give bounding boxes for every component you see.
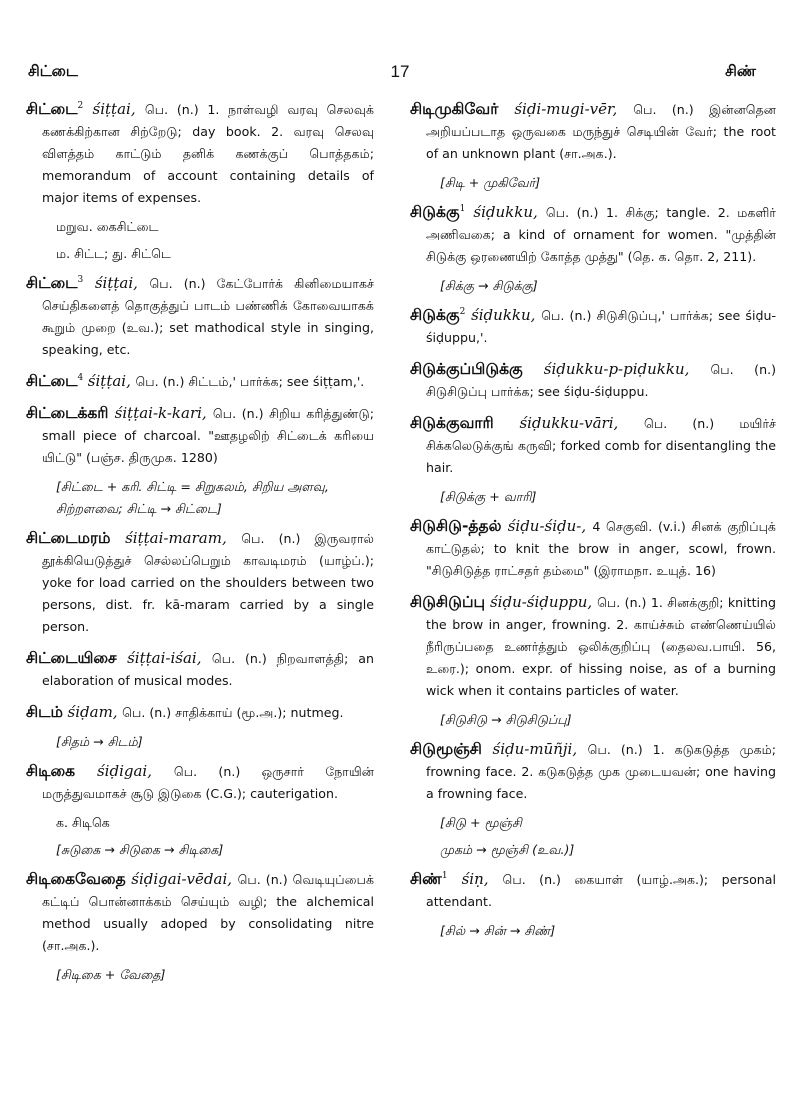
running-head-right: சிண் (725, 62, 756, 80)
entry-transliteration: śiṭṭai-maram, (125, 529, 227, 547)
entry-transliteration: śiṭṭai, (87, 372, 131, 390)
dictionary-entry (410, 868, 776, 913)
entry-etymology: [சிக்கு → சிடுக்கு] (440, 278, 538, 293)
entry-transliteration: śiḍu-śiḍu-, (507, 517, 587, 535)
right-column (410, 98, 776, 949)
left-column (26, 98, 374, 993)
dictionary-entry (26, 272, 374, 361)
entry-definition: பெ. (n.) வெடியுப்பைக் கட்டிப் பொன்னாக்கம் செய்யும் வழி; the alchemical method usually adoped by consolidating nitre (சா.அக.). (42, 872, 374, 953)
entry-definition: பெ. (n.) சிறிய கரித்துண்டு; small piece of charcoal. "ஊதழலிற் சிட்டைக் கரியை யிட்டு" (பஞ்ச. திருமுக. 1280) (42, 406, 375, 465)
entry-transliteration: śiḍam, (67, 703, 118, 721)
dictionary-entry (26, 868, 374, 957)
entry-transliteration: śiṇ, (461, 870, 489, 888)
entry-definition: பெ. (n.) ஒருசார் நோயின் மருத்துவமாகச் சூடு இடுகை (C.G.); cauterigation. (42, 764, 375, 801)
entry-definition: பெ. (n.) இன்னதென அறியப்படாத ஒருவகை மருந்துச் செடியின் வேர்; the root of an unknown plant (சா.அக.). (426, 102, 777, 161)
entry-definition: பெ. (n.) சாதிக்காய் (மூ.அ.); nutmeg. (122, 705, 344, 720)
entry-definition: பெ. (n.) இருவரால் தூக்கியெடுத்துச் செல்லப்பெறும் காவடிமரம் (யாழ்ப்.); yoke for load carried on the shoulders between two persons, dist. fr. kā-maram carried by a single person. (42, 531, 374, 634)
entry-etymology: முகம் → மூஞ்சி (உவ.)] (440, 842, 575, 857)
entry-headword: சிட்டை (26, 100, 78, 118)
entry-headword: சிடுக்கு (410, 203, 460, 221)
entry-definition: பெ. (n.) நிறவாளத்தி; an elaboration of musical modes. (42, 651, 374, 688)
dictionary-entry (410, 304, 776, 349)
entry-headword: சிடுக்குவாரி (410, 414, 494, 432)
entry-transliteration: śiḍu-mūñji, (492, 740, 578, 758)
entry-etymology: [சிடி + முகிவேர்] (440, 175, 541, 190)
entry-homonym-number: 3 (77, 275, 84, 286)
entry-definition: பெ. (n.) 1. கடுகடுத்த முகம்; frowning face. 2. கடுகடுத்த முக முடையவன்; one having a frowning face. (426, 742, 777, 801)
dictionary-entry (410, 515, 776, 582)
entry-cognates: க. சிடிகெ (56, 815, 110, 830)
dictionary-entry (410, 591, 776, 702)
dictionary-entry (26, 98, 374, 209)
entry-headword: சிட்டையிசை (26, 649, 117, 667)
dictionary-entry (410, 201, 776, 268)
entry-headword: சிடிகைவேதை (26, 870, 126, 888)
entry-definition: பெ. (n.) 1. சினக்குறி; knitting the brow in anger, frowning. 2. காய்ச்சும் எண்ணெய்யில் நீரிருப்பதை உணர்த்தும் ஒலிக்குறிப்பு (தைலவ.பாயி. 56, உரை.); onom. expr. of hissing noise, as of a burning wick when it contains particles of water. (426, 595, 777, 698)
entry-definition: பெ. (n.) கேட்போர்க் கினிமையாகச் செய்திகளைத் தொகுத்துப் பாடம் பண்ணிக் கோவையாகக் கூறும் முறை (உவ.); set mathodical style in singing, speaking, etc. (42, 276, 374, 357)
entry-headword: சிடிமுகிவேர் (410, 100, 499, 118)
entry-definition: 4 செகுவி. (v.i.) சினக் குறிப்புக் காட்டுதல்; to knit the brow in anger, scowl, frown. "சிடுசிடுத்த ராட்சதர் தம்மை" (இராமநா. உயுத். 16) (426, 519, 776, 578)
entry-transliteration: śiḍi-mugi-vēr, (514, 100, 618, 118)
entry-homonym-number: 4 (77, 373, 84, 384)
dictionary-entry (26, 701, 374, 724)
entry-definition: பெ. (n.) சிடுசிடுப்பு பார்க்க; see śiḍu-śiḍuppu. (426, 362, 776, 399)
entry-transliteration: śiṭṭai-iśai, (127, 649, 202, 667)
entry-headword: சிடுக்குப்பிடுக்கு (410, 360, 523, 378)
entry-transliteration: śiḍukku, (473, 203, 538, 221)
entry-transliteration: śiḍukku, (471, 306, 536, 324)
entry-definition: பெ. (n.) 1. நாள்வழி வரவு செலவுக் கணக்கிற்கான சிற்றேடு; day book. 2. வரவு செலவு விளத்தம் காட்டும் தனிக் கணக்குப் பொத்தகம்; memorandum of account containing details of major items of expenses. (42, 102, 374, 205)
entry-headword: சிடுக்கு (410, 306, 460, 324)
entry-definition: பெ. (n.) மயிர்ச் சிக்கலெடுக்குங் கருவி; forked comb for disentangling the hair. (426, 416, 777, 475)
dictionary-entry (26, 370, 374, 393)
page-number: 17 (390, 62, 410, 81)
entry-homonym-number: 1 (441, 871, 448, 882)
entry-headword: சிடுமூஞ்சி (410, 740, 482, 758)
entry-headword: சிடுசிடு-த்தல் (410, 517, 502, 535)
dictionary-entry (410, 98, 776, 165)
entry-etymology: [சிட்டை + கரி. சிட்டி = சிறுகலம், சிறிய அளவு, சிற்றளவை; சிட்டி → சிட்டை] (56, 479, 329, 516)
entry-headword: சிட்டை (26, 372, 78, 390)
entry-headword: சிடுசிடுப்பு (410, 593, 486, 611)
entry-cognates: மறுவ. கைசிட்டை (56, 219, 159, 234)
entry-etymology: [சில் → சின் → சிண்] (440, 923, 556, 938)
dictionary-entry (26, 527, 374, 638)
entry-definition: பெ. (n.) கையாள் (யாழ்.அக.); personal attendant. (426, 872, 776, 909)
entry-headword: சிட்டைக்கரி (26, 404, 109, 422)
entry-definition: பெ. (n.) 1. சிக்கு; tangle. 2. மகளிர் அணிவகை; a kind of ornament for women. "முத்தின் சிடுக்கு ஒரணையிற் கோத்த முத்து" (தெ. க. தொ. 2, 211). (426, 205, 776, 264)
entry-definition: பெ. (n.) சிட்டம்,' பார்க்க; see śiṭṭam,'. (135, 374, 365, 389)
entry-etymology: [சிடுக்கு + வாரி] (440, 489, 537, 504)
entry-transliteration: śiḍukku-p-piḍukku, (543, 360, 690, 378)
dictionary-entry (26, 760, 374, 805)
entry-homonym-number: 2 (77, 101, 84, 112)
dictionary-entry (410, 412, 776, 479)
dictionary-entry (410, 358, 776, 403)
entry-transliteration: śiḍigai, (96, 762, 152, 780)
entry-transliteration: śiṭṭai, (92, 100, 136, 118)
entry-headword: சிட்டைமரம் (26, 529, 111, 547)
entry-transliteration: śiḍukku-vāri, (519, 414, 619, 432)
entry-transliteration: śiṭṭai, (94, 274, 138, 292)
entry-etymology: [சிதம் → சிடம்] (56, 734, 143, 749)
dictionary-entry (410, 738, 776, 805)
entry-etymology: [சுடுகை → சிடுகை → சிடிகை] (56, 842, 224, 857)
entry-transliteration: śiḍigai-vēdai, (131, 870, 233, 888)
entry-etymology: [சிடு + மூஞ்சி (440, 815, 522, 830)
entry-definition: பெ. (n.) சிடுசிடுப்பு,' பார்க்க; see śiḍu-śiḍuppu,'. (426, 308, 776, 345)
entry-cognates: ம. சிட்ட; து. சிட்டெ (56, 246, 171, 261)
dictionary-entry (26, 647, 374, 692)
entry-transliteration: śiṭṭai-k-kari, (114, 404, 207, 422)
entry-headword: சிட்டை (26, 274, 78, 292)
entry-headword: சிடம் (26, 703, 63, 721)
entry-homonym-number: 2 (459, 307, 466, 318)
dictionary-entry (26, 402, 374, 469)
entry-headword: சிண் (410, 870, 442, 888)
entry-transliteration: śiḍu-śiḍuppu, (489, 593, 593, 611)
running-head-left: சிட்டை (28, 62, 78, 80)
entry-etymology: [சிடிகை + வேதை] (56, 967, 166, 982)
entry-headword: சிடிகை (26, 762, 76, 780)
entry-homonym-number: 1 (459, 204, 466, 215)
entry-etymology: [சிடுசிடு → சிடுசிடுப்பு] (440, 712, 572, 727)
